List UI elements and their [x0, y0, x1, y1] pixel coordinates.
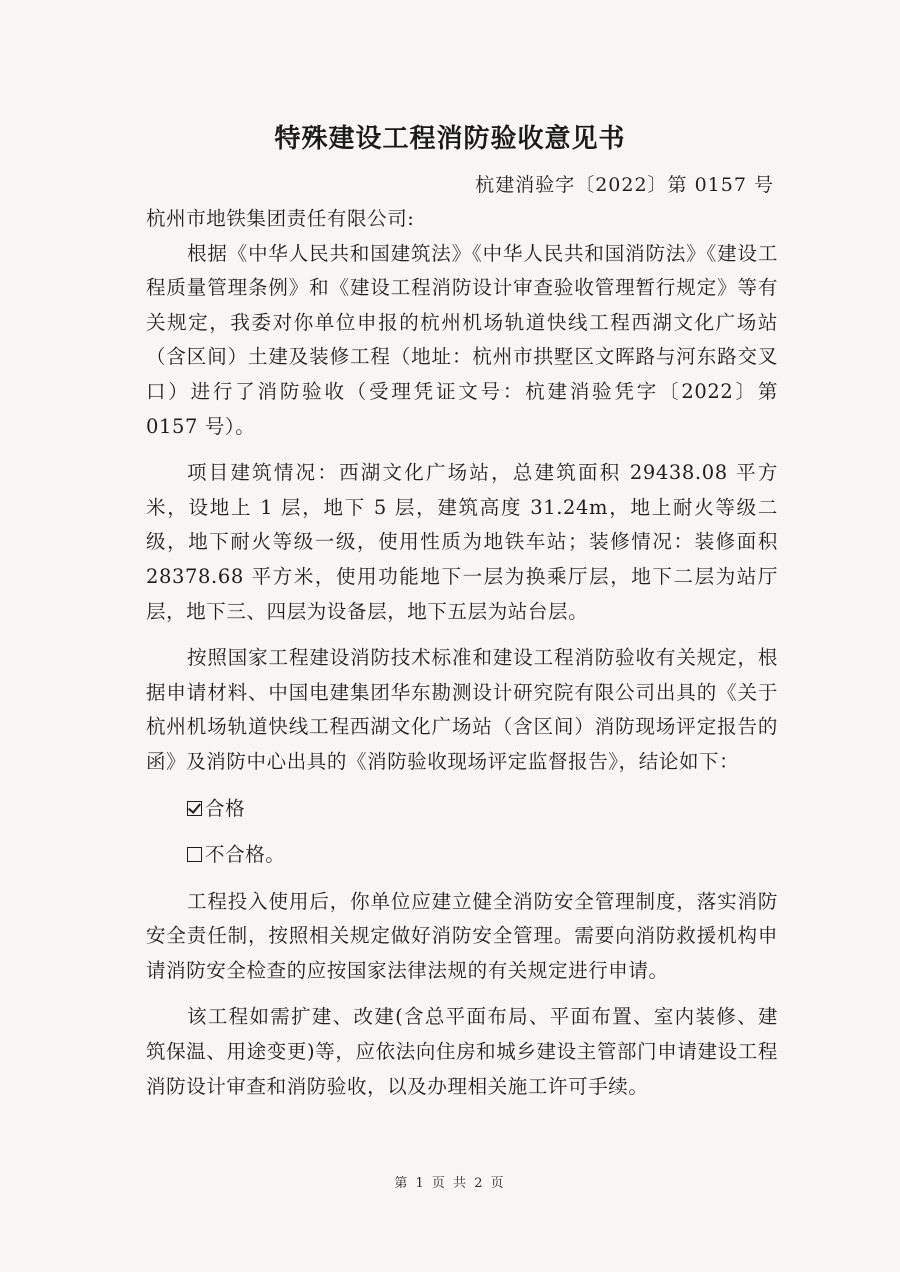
paragraph-conclusion-intro: 按照国家工程建设消防技术标准和建设工程消防验收有关规定，根据申请材料、中国电建集团华东勘测设计研究院有限公司出具的《关于杭州机场轨道快线工程西湖文化广场站（含区间）消防现场评定报告的函》及消防中心出具的《消防验收现场评定监督报告》，结论如下： — [146, 646, 778, 773]
checked-box-icon — [187, 801, 202, 816]
paragraph-safety-management: 工程投入使用后，你单位应建立健全消防安全管理制度，落实消防安全责任制，按照相关规定做好消防安全管理。需要向消防救援机构申请消防安全检查的应按国家法律法规的有关规定进行申请。 — [146, 889, 778, 982]
option-qualified-label: 合格 — [205, 796, 246, 820]
document-number: 杭建消验字〔2022〕第 0157 号 — [475, 174, 774, 196]
paragraph-legal-basis: 根据《中华人民共和国建筑法》《中华人民共和国消防法》《建设工程质量管理条例》和《建设工程消防设计审查验收管理暂行规定》等有关规定，我委对你单位申报的杭州机场轨道快线工程西湖文化广场站（含区间）土建及装修工程（地址：杭州市拱墅区文晖路与河东路交叉口）进行了消防验收（受理凭证文号：杭建消验凭字〔2022〕第 0157 号）。 — [146, 241, 778, 438]
document-title: 特殊建设工程消防验收意见书 — [274, 124, 626, 154]
page-footer: 第 1 页 共 2 页 — [394, 1176, 506, 1191]
unchecked-box-icon — [187, 847, 202, 862]
addressee: 杭州市地铁集团责任有限公司: — [146, 207, 415, 230]
option-unqualified — [146, 838, 778, 873]
option-qualified — [146, 792, 778, 827]
option-unqualified-label: 不合格。 — [205, 843, 286, 867]
paragraph-project-info: 项目建筑情况：西湖文化广场站，总建筑面积 29438.08 平方米，设地上 1 层，地下 5 层，建筑高度 31.24m，地上耐火等级二级，地下耐火等级一级，使用性质为地铁车站；装修情况：装修面积 28378.68 平方米，使用功能地下一层为换乘厅层，地下二层为站厅层，地下三、四层为设备层，地下五层为站台层。 — [146, 461, 778, 623]
paragraph-expansion-notice: 该工程如需扩建、改建(含总平面布局、平面布置、室内装修、建筑保温、用途变更)等，应依法向住房和城乡建设主管部门申请建设工程消防设计审查和消防验收，以及办理相关施工许可手续。 — [146, 1005, 778, 1098]
document-body — [146, 202, 778, 1104]
